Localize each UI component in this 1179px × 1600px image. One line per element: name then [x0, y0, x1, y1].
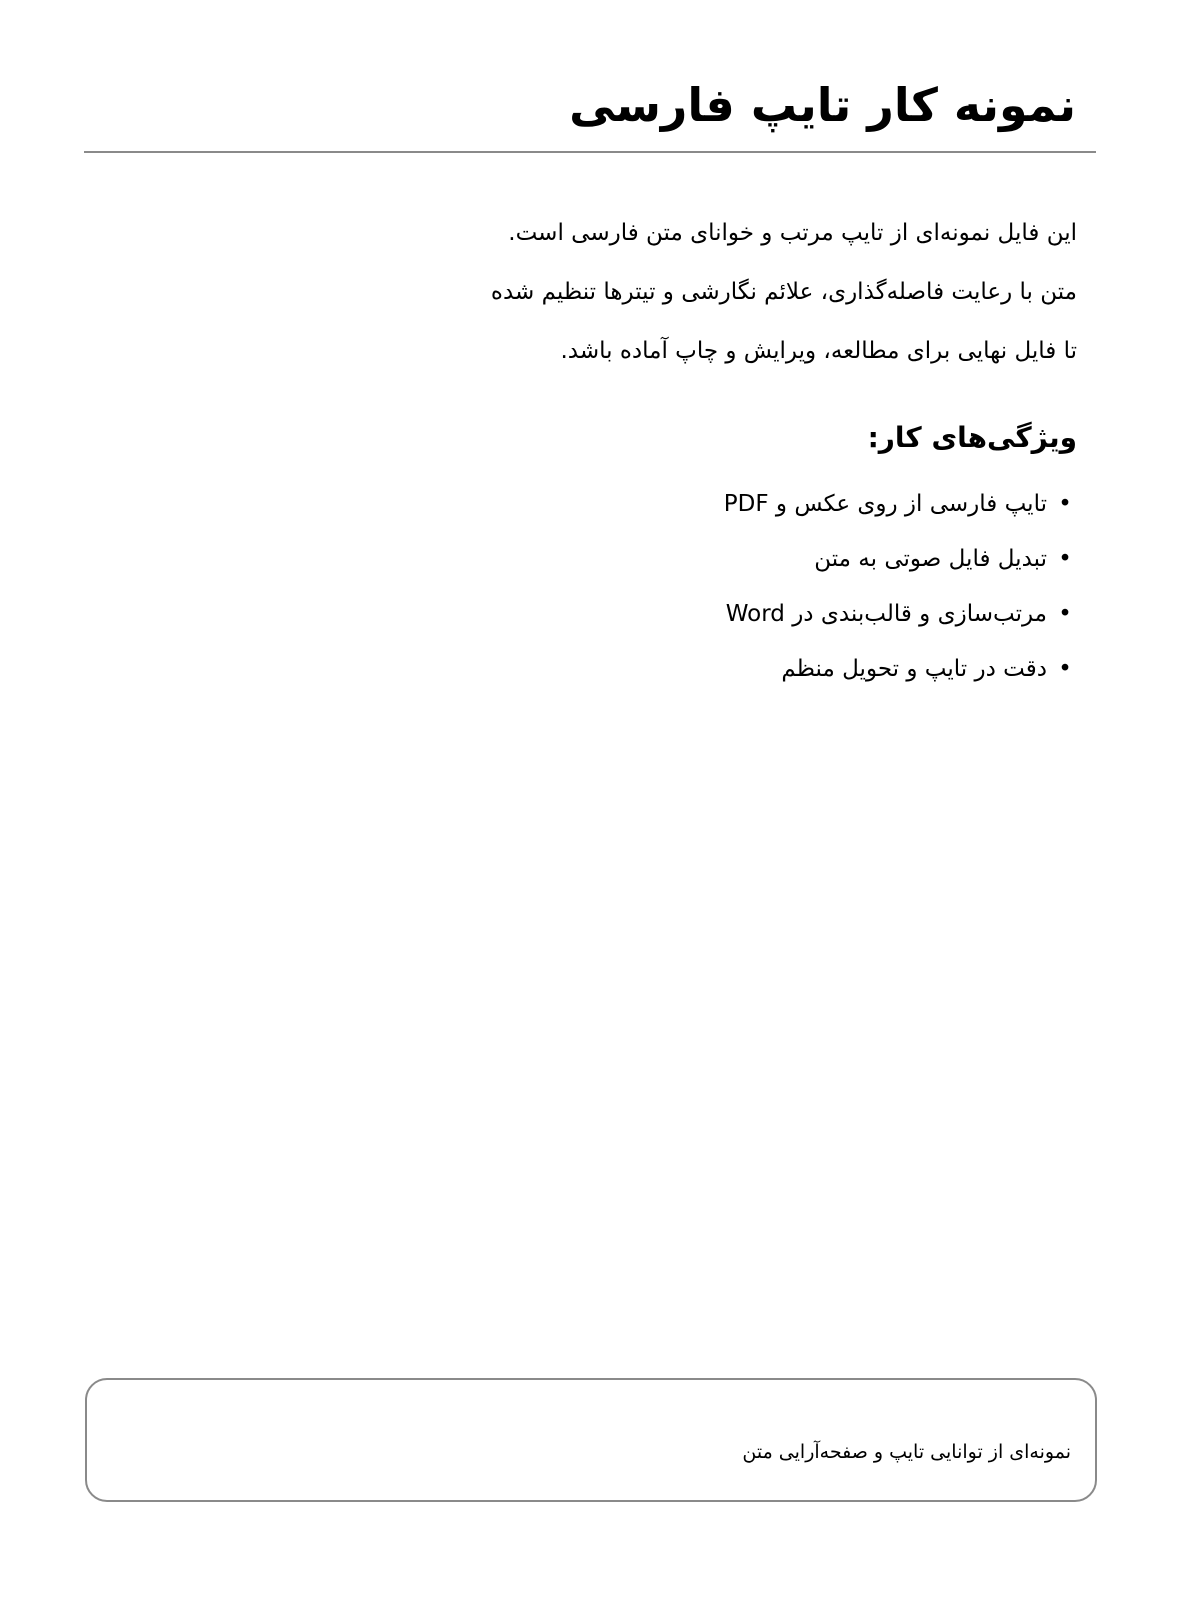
intro-line: متن با رعایت فاصله‌گذاری، علائم نگارشی و تیترها تنظیم شده: [490, 279, 1077, 305]
footer-text: نمونه‌ای از توانایی تایپ و صفحه‌آرایی متن: [742, 1441, 1071, 1463]
bullet-icon: •: [1058, 601, 1072, 627]
intro-line: این فایل نمونه‌ای از تایپ مرتب و خوانای متن فارسی است.: [508, 220, 1077, 246]
bullet-icon: •: [1058, 656, 1072, 682]
list-item-text: دقت در تایپ و تحویل منظم: [781, 656, 1047, 682]
bullet-icon: •: [1058, 491, 1072, 517]
list-item-text: تایپ فارسی از روی عکس و PDF: [723, 491, 1047, 517]
intro-line: تا فایل نهایی برای مطالعه، ویرایش و چاپ آماده باشد.: [560, 338, 1077, 364]
list-item: [724, 594, 1077, 649]
list-item-text: مرتب‌سازی و قالب‌بندی در Word: [725, 601, 1047, 627]
list-item: [724, 484, 1077, 539]
footer-box: [85, 1378, 1097, 1502]
title-divider: [84, 151, 1096, 153]
list-item: [724, 539, 1077, 594]
features-heading: ویژگی‌های کار:: [867, 421, 1077, 454]
bullet-icon: •: [1058, 546, 1072, 572]
list-item-text: تبدیل فایل صوتی به متن: [814, 546, 1047, 572]
features-list: [724, 484, 1077, 704]
page-title: نمونه کار تایپ فارسی: [569, 78, 1076, 132]
intro-paragraph: [177, 211, 1077, 388]
list-item: [724, 649, 1077, 704]
